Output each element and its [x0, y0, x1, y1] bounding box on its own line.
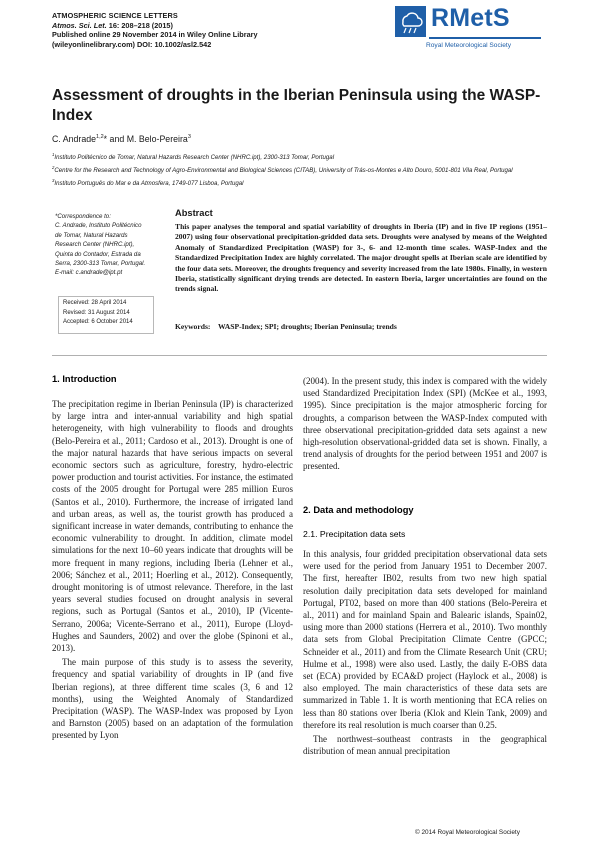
- paragraph: The precipitation regime in Iberian Peninsula (IP) is characterized by large intra and inter-annual variability and high spatial heterogeneity, with high vulnerability to floods and droughts (Belo-Pereira et al., 2011; Cardoso et al., 2013). Drought is one of the major natural hazards that have serious impacts on several economic sectors such as agriculture, forestry, hydro-electric power production and tourist activities. For instance, the estimated costs of the 2005 drought for Portugal were 285 million Euros (Santos et al., 2010). Furthermore, the increase of irrigated land and urban areas, as well as, the tourist growth has produced a significant increase in water demands, contributing to enhance the economic vulnerability to drought. In addition, climate model simulations for the next 10–60 years indicate that droughts will be more frequent in many regions, including Iberia (Lehner et al., 2006; Sánchez et al., 2011; Hoerling et al., 2012). Consequently, drought monitoring is of utmost relevance. Therefore, in the last years several studies focused on drought analysis in several regions, such as Portugal (Santos et al., 2010), IP (Vicente-Serrano, 2006a; Vicente-Serrano et al., 2011), Europe (Lloyd-Hughes and Saunders, 2002) and over the globe (Spinoni et al., 2013).: [52, 399, 293, 654]
- revised-date: Revised: 31 August 2014: [63, 309, 130, 316]
- paper-title: Assessment of droughts in the Iberian Peninsula using the WASP-Index: [52, 87, 541, 124]
- affiliation-number: 2: [52, 165, 55, 171]
- authors: [52, 134, 191, 144]
- journal-name: ATMOSPHERIC SCIENCE LETTERS: [52, 11, 178, 20]
- copyright: © 2014 Royal Meteorological Society: [415, 829, 520, 836]
- journal-citation: [52, 21, 382, 31]
- author-2: M. Belo-Pereira: [126, 134, 188, 144]
- accepted-date: Accepted: 6 October 2014: [63, 319, 133, 325]
- affiliation-2: [52, 163, 542, 176]
- abstract: [175, 208, 547, 295]
- keywords-label: Keywords:: [175, 322, 211, 331]
- author-1-affil: 1,2: [96, 134, 104, 141]
- left-column: [52, 398, 293, 742]
- cloud-rain-icon: [395, 6, 426, 37]
- correspondence: [55, 212, 155, 278]
- affiliation-text: Instituto Português do Mar e da Atmosfera, 1749-077 Lisboa, Portugal: [54, 180, 244, 188]
- section-heading: 2. Data and methodology: [303, 505, 414, 515]
- citation-volume-pages: 16: 208–218 (2015): [106, 20, 173, 30]
- abstract-heading: Abstract: [175, 208, 213, 218]
- logo-underline: [429, 37, 541, 39]
- correspondence-line: Serra, 2300-313 Tomar, Portugal.: [55, 260, 146, 268]
- correspondence-line: de Tomar, Natural Hazards: [55, 231, 128, 239]
- affiliation-number: 1: [52, 152, 55, 157]
- abstract-body: This paper analyses the temporal and spatial variability of droughts in Iberia (IP) and in five IP regions (1951–2007) using four observational precipitation-gridded data sets. Droughts were analysed by means of the Weighted Anomaly of Standardized Precipitation (WASP) for 3-, 6- and 12-month time scales. WASP-Index and the Standardized Precipitation Index are highly correlated. The major drought spells at Iberian scale are identified by the four data sets. Moreover, the droughts frequency and severity increased from the late 1980s. Finally, in western Iberia, statistically significant drying trends are detected. In eastern Iberia, larger uncertainties are found on the trends signal.: [175, 222, 547, 294]
- paragraph: In this analysis, four gridded precipitation observational data sets were used for the period from January 1951 to December 2007. The first, hereafter IB02, results from two new high spatial resolution daily precipitation data sets developed for mainland Portugal, PT02, based on more than 400 stations (Belo-Pereira et al., 2011) and for mainland Spain and Balearic islands, Spain02, using more than 2000 stations (Herrera et al., 2010). Two monthly data sets from Global Precipitation Climate Centre (GPCC; Schneider et al., 2011) and from the Climate Research Unit (CRU; Hulme et al., 1998) were also used. Lastly, the daily E-OBS data set (ECA) provided by ECA&D project (Haylock et al., 2008) is also employed. The main characteristics of these data sets are summarized in Table 1. It is worth mentioning that ECA relies on less than 80 stations over Iberia (Klok and Klein Tank, 2009) and therefore its real resolution is much coarser than 0.25.: [303, 549, 547, 730]
- rmets-logo: [395, 6, 545, 58]
- affiliation-text: Instituto Politécnico de Tomar, Natural Hazards Research Center (NHRC.ipt), 2300-313 Tomar, Portugal: [54, 154, 335, 162]
- correspondence-line: C. Andrade, Instituto Politécnico: [55, 222, 142, 230]
- author-separator: and: [107, 134, 127, 144]
- corresponding-mark: *: [103, 134, 108, 144]
- correspondence-line: Research Center (NHRC.ipt),: [55, 241, 135, 249]
- doi-line: (wileyonlinelibrary.com) DOI: 10.1002/asl2.542: [52, 39, 212, 49]
- divider: [52, 355, 547, 356]
- keywords-text: WASP-Index; SPI; droughts; Iberian Peninsula; trends: [218, 322, 397, 331]
- paragraph: The main purpose of this study is to assess the severity, frequency and spatial variability of droughts in IP (and five Iberian regions), at three different time scales (3, 6 and 12 months), using the Weighted Anomaly of Standardized Precipitation (WASP). The WASP-Index was proposed by Lyon and Barnston (2005) based on an adaptation of the formulation presented by Lyon: [52, 657, 293, 741]
- correspondence-line: Quinta do Contador, Estrada da: [55, 250, 141, 258]
- paragraph: (2004). In the present study, this index is compared with the widely used Standardized Precipitation Index (SPI) (McKee et al., 1993, 1995). Since precipitation is the major atmospheric forcing for droughts, a comparison between the WASP-Index computed with three observational precipitation-gridded data sets against a new high-resolution observational-gridded data set is shown. Finally, a trend analysis of droughts for the period between 1951 and 2007 is presented.: [303, 376, 547, 472]
- paragraph: The northwest–southeast contrasts in the geographical distribution of mean annual precipitation: [303, 734, 547, 757]
- journal-header: [52, 11, 382, 49]
- citation-prefix: Atmos. Sci. Let.: [52, 20, 107, 30]
- affiliation-3: [52, 176, 542, 189]
- keywords: [175, 322, 547, 331]
- right-column-top: [303, 375, 547, 473]
- subsection-heading: 2.1. Precipitation data sets: [303, 529, 406, 539]
- affiliations: [52, 150, 542, 190]
- correspondence-line: *Correspondence to:: [55, 213, 111, 220]
- received-date: Received: 28 April 2014: [63, 300, 127, 306]
- affiliation-1: [52, 150, 542, 163]
- dates-box: [58, 296, 154, 334]
- author-1: C. Andrade: [52, 134, 97, 144]
- author-2-affil: 3: [187, 134, 191, 141]
- correspondence-email[interactable]: E-mail: c.andrade@ipt.pt: [55, 269, 123, 277]
- affiliation-text: Centre for the Research and Technology of Agro-Environmental and Biological Sciences (CITAB), University of Trás-os-Montes e Alto Douro, 5001-801 Vila Real, Portugal: [54, 167, 513, 175]
- right-column-bottom: [303, 548, 547, 757]
- logo-subtitle: Royal Meteorological Society: [426, 42, 512, 49]
- section-heading: 1. Introduction: [52, 374, 117, 384]
- affiliation-number: 3: [52, 178, 55, 184]
- published-online: Published online 29 November 2014 in Wiley Online Library: [52, 30, 258, 40]
- logo-mark: RMetS: [431, 4, 510, 32]
